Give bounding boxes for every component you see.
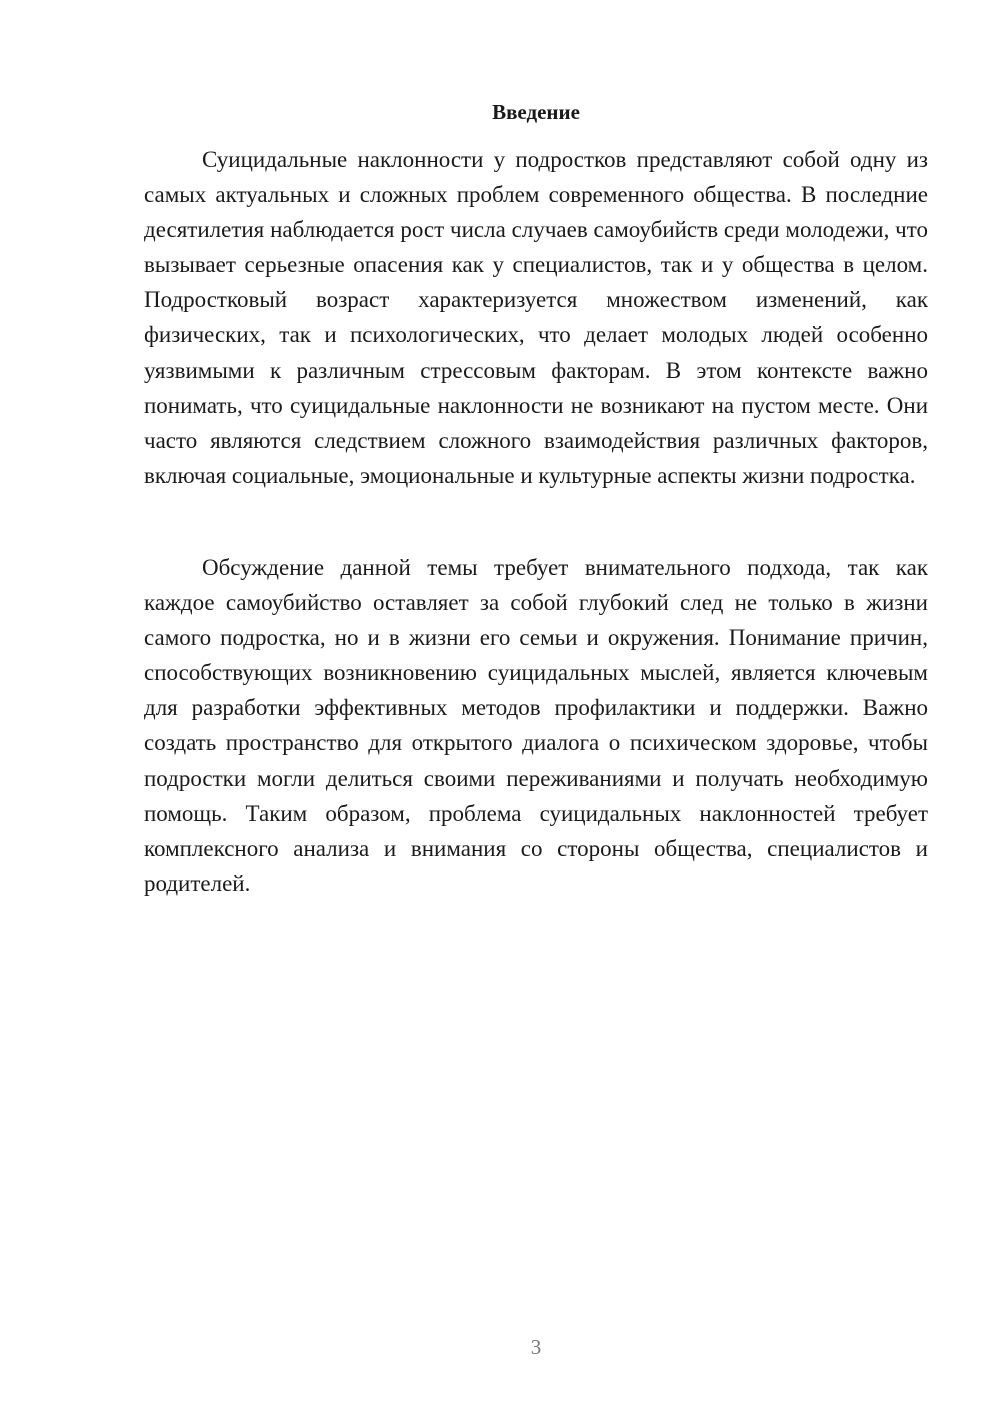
section-title: Введение <box>492 100 580 124</box>
paragraph-1: Суицидальные наклонности у подростков представляют собой одну из самых актуальных и сложных проблем современного общества. В последние десятилетия наблюдается рост числа случаев самоубийств среди молодежи, что вызывает серьезные опасения как у специалистов, так и у общества в целом. Подростковый возраст характеризуется множеством изменений, как физических, так и психологических, что делает молодых людей особенно уязвимыми к различным стрессовым факторам. В этом контексте важно понимать, что суицидальные наклонности не возникают на пустом месте. Они часто являются следствием сложного взаимодействия различных факторов, включая социальные, эмоциональные и культурные аспекты жизни подростка. <box>144 147 928 488</box>
paragraph-2: Обсуждение данной темы требует внимательного подхода, так как каждое самоубийство оставляет за собой глубокий след не только в жизни самого подростка, но и в жизни его семьи и окружения. Понимание причин, способствующих возникновению суицидальных мыслей, является ключевым для разработки эффективных методов профилактики и поддержки. Важно создать пространство для открытого диалога о психическом здоровье, чтобы подростки могли делиться своими переживаниями и получать необходимую помощь. Таким образом, проблема суицидальных наклонностей требует комплексного анализа и внимания со стороны общества, специалистов и родителей. <box>144 555 928 896</box>
page-number: 3 <box>530 1335 542 1359</box>
